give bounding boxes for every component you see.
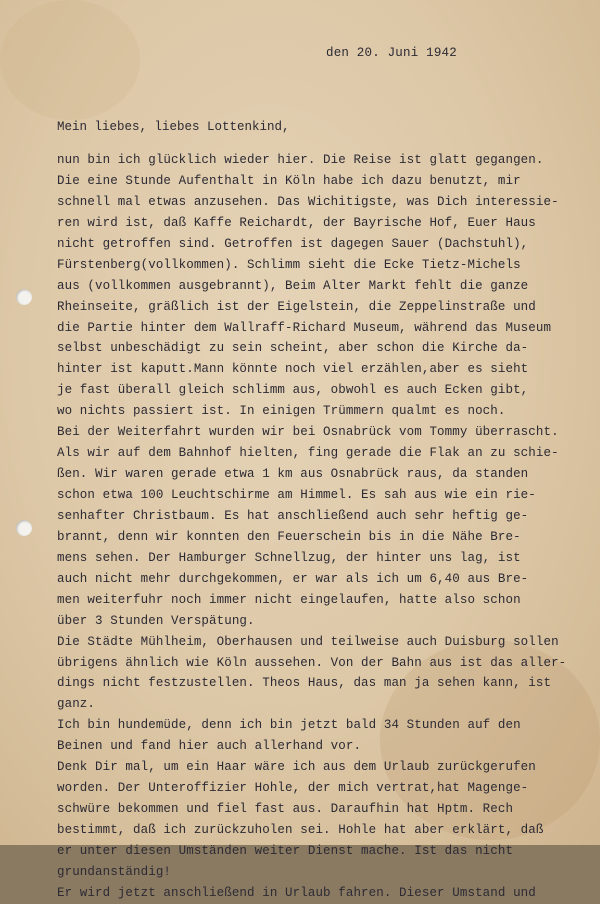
letter-line: schnell mal etwas anzusehen. Das Wichitigste, was Dich interessie-	[57, 194, 559, 209]
letter-line: nicht getroffen sind. Getroffen ist dagegen Sauer (Dachstuhl),	[57, 236, 529, 251]
letter-line: schon etwa 100 Leuchtschirme am Himmel. Es sah aus wie ein rie-	[57, 488, 536, 502]
letter-line: Fürstenberg(vollkommen). Schlimm sieht die Ecke Tietz-Michels	[57, 257, 521, 272]
letter-date: den 20. Juni 1942	[326, 46, 457, 60]
letter-line: wo nichts passiert ist. In einigen Trümmern qualmt es noch.	[57, 404, 506, 419]
letter-line: men weiterfuhr noch immer nicht eingelaufen, hatte also schon	[57, 592, 521, 607]
punch-hole	[16, 289, 32, 305]
letter-line: selbst unbeschädigt zu sein scheint, aber schon die Kirche da-	[57, 341, 529, 356]
letter-line: ßen. Wir waren gerade etwa 1 km aus Osnabrück raus, da standen	[57, 467, 529, 482]
letter-line: Die eine Stunde Aufenthalt in Köln habe ich dazu benutzt, mir	[57, 173, 521, 188]
letter-line: Er wird jetzt anschließend in Urlaub fahren. Dieser Umstand und	[57, 885, 536, 900]
letter-line: über 3 Stunden Verspätung.	[57, 613, 255, 628]
punch-hole	[16, 520, 32, 536]
letter-line: nun bin ich glücklich wieder hier. Die Reise ist glatt gegangen.	[57, 153, 544, 167]
letter-line: dings nicht festzustellen. Theos Haus, das man ja sehen kann, ist	[57, 676, 552, 691]
letter-line: Denk Dir mal, um ein Haar wäre ich aus dem Urlaub zurückgerufen	[57, 760, 536, 775]
letter-line: grundanständig!	[57, 864, 172, 879]
letter-line: ren wird ist, daß Kaffe Reichardt, der Bayrische Hof, Euer Haus	[57, 215, 536, 230]
letter-line: senhafter Christbaum. Es hat anschließend auch sehr heftig ge-	[57, 508, 529, 523]
letter-line: Bei der Weiterfahrt wurden wir bei Osnabrück vom Tommy überrascht.	[57, 425, 559, 440]
letter-line: hinter ist kaputt.Mann könnte noch viel erzählen,aber es sieht	[57, 362, 529, 377]
letter-line: Als wir auf dem Bahnhof hielten, fing gerade die Flak an zu schie-	[57, 446, 559, 461]
letter-line: Die Städte Mühlheim, Oberhausen und teilweise auch Duisburg sollen	[57, 634, 559, 649]
letter-line: aus (vollkommen ausgebrannt), Beim Alter Markt fehlt die ganze	[57, 278, 529, 293]
letter-salutation: Mein liebes, liebes Lottenkind,	[57, 120, 290, 134]
letter-line: Beinen und fand hier auch allerhand vor.	[57, 739, 362, 754]
letter-line: schwüre bekommen und fiel fast aus. Daraufhin hat Hptm. Rech	[57, 802, 514, 817]
letter-line: brannt, denn wir konnten den Feuerschein bis in die Nähe Bre-	[57, 529, 521, 544]
letter-body	[57, 150, 587, 904]
letter-line: übrigens ähnlich wie Köln aussehen. Von der Bahn aus ist das aller-	[57, 655, 567, 670]
letter-line: er unter diesen Umständen weiter Dienst mache. Ist das nicht	[57, 843, 514, 858]
letter-line: Ich bin hundemüde, denn ich bin jetzt bald 34 Stunden auf den	[57, 718, 521, 733]
letter-line: bestimmt, daß ich zurückzuholen sei. Hohle hat aber erklärt, daß	[57, 823, 544, 837]
letter-line: Rheinseite, gräßlich ist der Eigelstein, die Zeppelinstraße und	[57, 299, 536, 314]
letter-line: worden. Der Unteroffizier Hohle, der mich vertrat,hat Magenge-	[57, 781, 529, 796]
letter-line: mens sehen. Der Hamburger Schnellzug, der hinter uns lag, ist	[57, 550, 521, 565]
letter-line: je fast überall gleich schlimm aus, obwohl es auch Ecken gibt,	[57, 383, 529, 398]
letter-line: ganz.	[57, 697, 96, 712]
letter-line: auch nicht mehr durchgekommen, er war als ich um 6,40 aus Bre-	[57, 571, 529, 586]
paper-stain	[0, 0, 140, 120]
letter-line: die Partie hinter dem Wallraff-Richard Museum, während das Museum	[57, 320, 552, 335]
